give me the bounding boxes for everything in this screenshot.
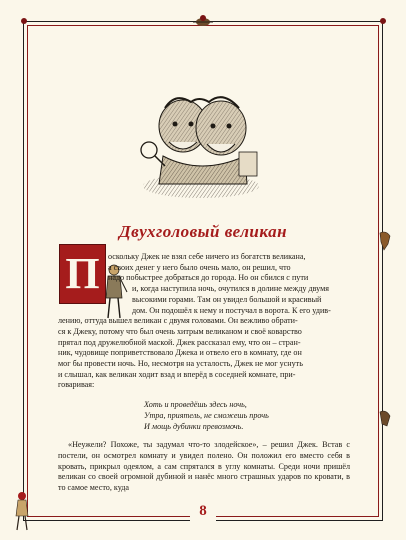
poem-verse <box>144 399 350 432</box>
page-number: 8 <box>199 503 207 519</box>
chapter-title-part1: Двухголовый <box>118 222 225 241</box>
story-text <box>58 252 350 494</box>
paragraph-1 <box>58 252 350 391</box>
chapter-title <box>0 222 406 242</box>
text-line: дом. Он подошёл к нему и постучал в ворота. К его удив- <box>132 305 331 315</box>
poem-line: И мощь дубинки превозмочь. <box>144 422 244 432</box>
two-headed-giant-illustration <box>135 86 267 204</box>
right-edge-figure-lower <box>376 408 394 430</box>
text-line: надо побыстрее добраться до города. Но он сбился с пути <box>108 273 309 283</box>
text-line: говаривая: <box>58 380 95 390</box>
paragraph-2: «Неужели? Похоже, ты задумал что-то злодейское», – решил Джек. Встав с постели, он осмотрел комнату и увидел полено. Он положил его вместо себя в кровать, прикрыл одеялом, а сам спрятался в углу комнаты. Среди ночи пришёл великан со своей огромной дубиной и нанёс много страшных ударов по кровати, в то самое место, куда <box>58 440 350 492</box>
left-bottom-figure <box>10 490 34 534</box>
text-line: лению, оттуда вышел великан с двумя головами. Он вежливо обрати- <box>58 316 298 326</box>
top-ornament-figure <box>189 13 217 29</box>
text-line: мог бы провести ночь. Но, несмотря на усталость, Джек не мог уснуть <box>58 359 303 369</box>
text-line: ся к Джеку, потому что был очень хитрым великаном и своё коварство <box>58 326 302 336</box>
text-line: а своих денег у него было очень мало, он решил, что <box>108 262 291 272</box>
text-line: и слышал, как великан ходит взад и вперёд в соседней комнате, при- <box>58 369 296 379</box>
poem-line: Утра, приятель, не сможешь прочь <box>144 411 269 421</box>
poem-line: Хоть и проведёшь здесь ночь, <box>144 400 247 410</box>
corner-ornament-top-left <box>17 14 31 28</box>
text-line: высокими горами. Там он увидел большой и красивый <box>132 294 322 304</box>
text-line: прятал под дружелюбной маской. Джек рассказал ему, что он – стран- <box>58 337 301 347</box>
drop-cap-letter: П <box>59 244 106 304</box>
text-line: и, когда наступила ночь, очутился в долине между двумя <box>132 284 330 294</box>
chapter-title-part2: великан <box>224 222 288 241</box>
text-line: ник, чудовище поприветствовало Джека и отвело его в комнату, где он <box>58 348 302 358</box>
text-line: оскольку Джек не взял себе ничего из богатств великана, <box>108 252 306 261</box>
corner-ornament-top-right <box>376 14 390 28</box>
